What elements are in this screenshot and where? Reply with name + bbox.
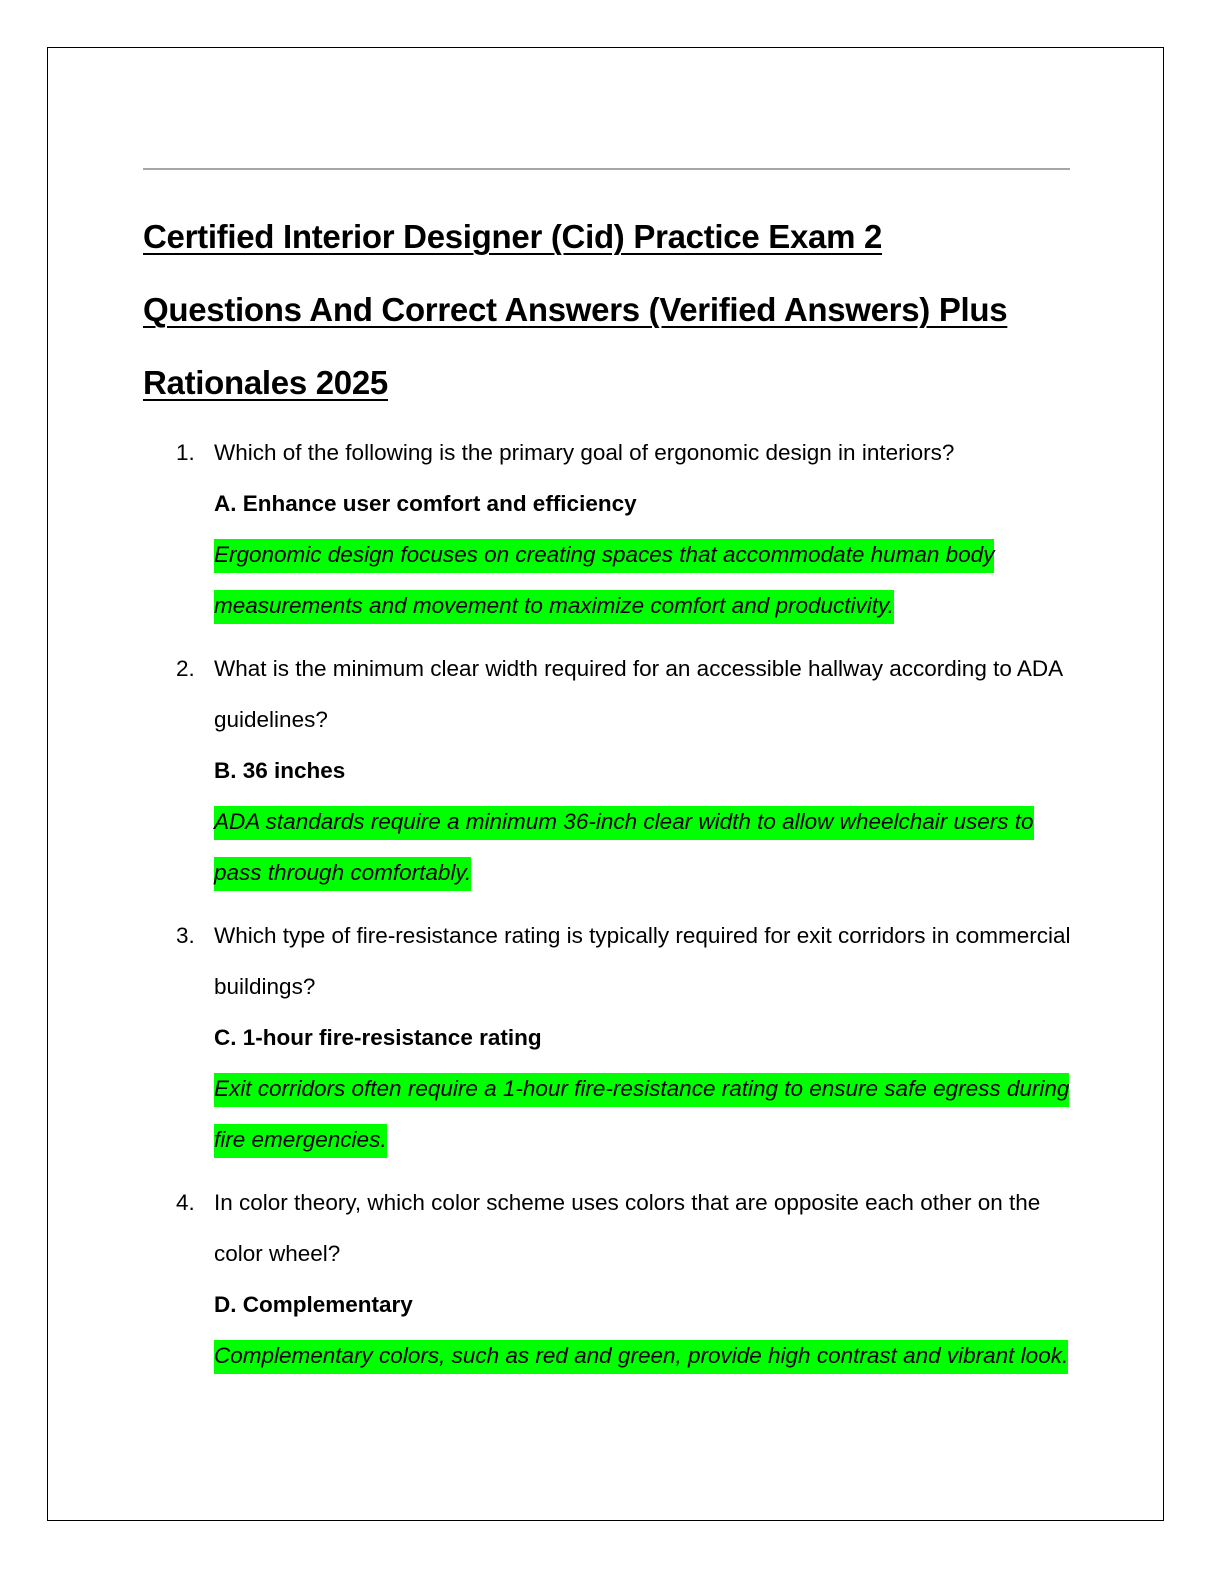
correct-answer: C. 1-hour fire-resistance rating	[214, 1025, 542, 1050]
question-item-4	[143, 1177, 1083, 1381]
rationale-highlight: ADA standards require a minimum 36-inch clear width to allow wheelchair users to pass through comfortably.	[214, 806, 1034, 891]
question-text: What is the minimum clear width required for an accessible hallway according to ADA guidelines?	[214, 656, 1062, 732]
question-number: 2.	[176, 656, 195, 681]
question-item-2	[143, 643, 1083, 898]
question-item-1	[143, 427, 1083, 631]
question-item-3	[143, 910, 1083, 1165]
question-number: 4.	[176, 1190, 195, 1215]
rationale-highlight: Exit corridors often require a 1-hour fire-resistance rating to ensure safe egress during fire emergencies.	[214, 1073, 1069, 1158]
correct-answer: D. Complementary	[214, 1292, 413, 1317]
question-list	[143, 427, 1083, 1381]
correct-answer: A. Enhance user comfort and efficiency	[214, 491, 637, 516]
rationale-highlight: Ergonomic design focuses on creating spaces that accommodate human body measurements and movement to maximize comfort and productivity.	[214, 539, 994, 624]
title-line-3: Rationales 2025	[143, 364, 388, 401]
title-line-1: Certified Interior Designer (Cid) Practice Exam 2	[143, 218, 883, 255]
rationale	[214, 1330, 1083, 1381]
question-number: 1.	[176, 440, 195, 465]
rationale-highlight: Complementary colors, such as red and green, provide high contrast and vibrant look.	[214, 1340, 1068, 1374]
question-number: 3.	[176, 923, 195, 948]
question-text: Which of the following is the primary goal of ergonomic design in interiors?	[214, 440, 955, 465]
rationale	[214, 796, 1083, 898]
question-text: Which type of fire-resistance rating is typically required for exit corridors in commercial buildings?	[214, 923, 1071, 999]
correct-answer: B. 36 inches	[214, 758, 346, 783]
document-title	[143, 200, 1083, 419]
title-line-2: Questions And Correct Answers (Verified Answers) Plus	[143, 291, 1008, 328]
rationale	[214, 1063, 1083, 1165]
question-text: In color theory, which color scheme uses colors that are opposite each other on the color wheel?	[214, 1190, 1041, 1266]
rationale	[214, 529, 1083, 631]
header-rule	[143, 168, 1070, 170]
